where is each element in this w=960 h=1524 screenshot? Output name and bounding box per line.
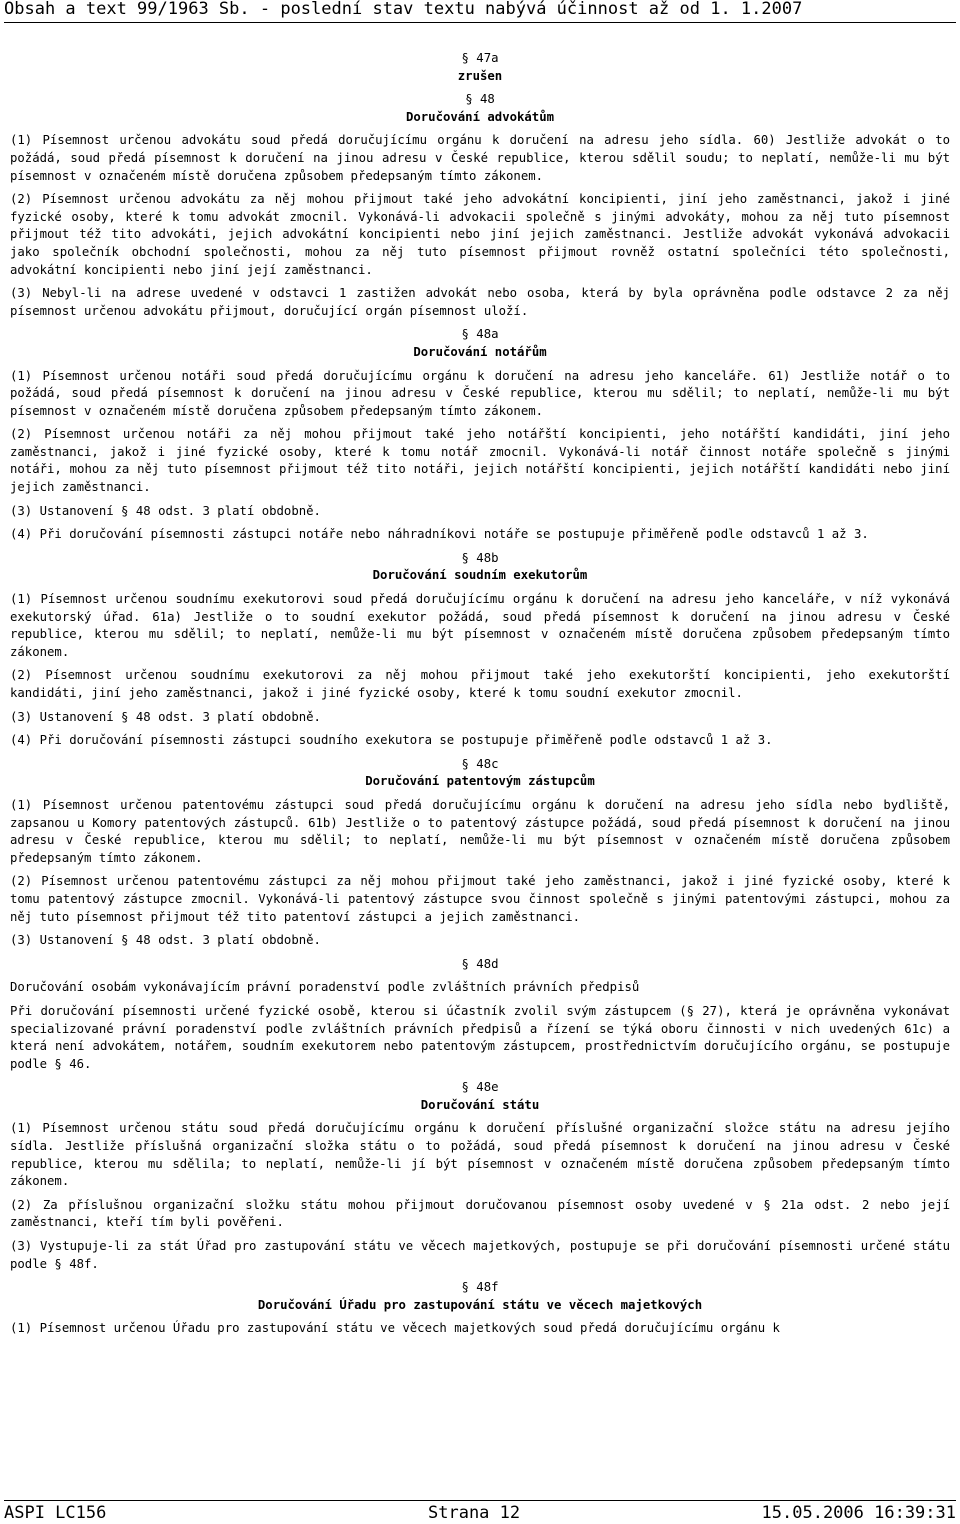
section-number: § 48b (461, 550, 499, 565)
document-header-title: Obsah a text 99/1963 Sb. - poslední stav textu nabývá účinnost až od 1. 1.2007 (4, 0, 803, 19)
paragraph: (3) Ustanovení § 48 odst. 3 platí obdobně. (10, 503, 321, 518)
section (10, 1279, 950, 1338)
footer-timestamp: 15.05.2006 16:39:31 (761, 1503, 956, 1523)
section-number: § 48c (461, 756, 499, 771)
paragraph: (3) Vystupuje-li za stát Úřad pro zastupování státu ve věcech majetkových, postupuje se při doručování písemnosti určené státu podle § 48f. (10, 1239, 950, 1271)
paragraph: (2) Písemnost určenou soudnímu exekutorovi za něj mohou přijmout také jeho exekutorští koncipienti, jeho exekutorští kandidáti, jiní jeho zaměstnanci, jakož i jiné fyzické osoby, které k tomu soudní exekutor zmocnil. (10, 668, 950, 700)
section (10, 756, 950, 950)
section-number: § 48a (461, 327, 499, 342)
paragraph: (4) Při doručování písemnosti zástupci soudního exekutora se postupuje přiměřeně podle odstavců 1 až 3. (10, 733, 773, 748)
paragraph: (1) Písemnost určenou soudnímu exekutorovi soud předá doručujícímu orgánu k doručení na adresu jeho kanceláře, v níž vykonává exekutorský úřad. 61a) Jestliže o to soudní exekutor požádá, soud předá písemnost k doručení na jinou adresu v České republice, kterou mu sdělil; to neplatí, nemůže-li mu být písemnost v označeném místě doručena způsobem předepsaným tímto zákonem. (10, 592, 950, 659)
section-number: § 47a (461, 51, 499, 65)
paragraph: (1) Písemnost určenou státu soud předá doručujícímu orgánu k doručení příslušné organizační složce státu na adresu jejího sídla. Jestliže příslušná organizační složka státu o to požádá, soud předá písemnost k doručení na jinou adresu v České republice, kterou mu sdělila; to neplatí, nemůže-li jí být písemnost v označeném místě doručena způsobem předepsaným tímto zákonem. (10, 1121, 950, 1189)
section-number: § 48e (461, 1080, 499, 1095)
document-body (10, 50, 950, 1338)
footer-page-number: Strana 12 (428, 1503, 521, 1523)
paragraph: (2) Písemnost určenou advokátu za něj mohou přijmout také jeho advokátní koncipienti, jiní jeho zaměstnanci, jakož i jiné fyzické osoby, které k tomu advokát zmocnil. Vykonává-li advokacii společně s jinými advokáty, mohou za něj tuto písemnost přijmout též tito advokáti, jejich advokátní koncipienti nebo jiní jejich zaměstnanci. Jestliže advokát vykonává advokacii jako společník obchodní společnosti, mohou za něj tuto písemnost přijmout rovněž ostatní společníci této společnosti, advokátní koncipienti nebo jiní její zaměstnanci. (10, 192, 950, 277)
section-title: Doručování notářům (413, 344, 547, 359)
paragraph: (2) Za příslušnou organizační složku státu mohou přijmout doručovanou písemnost osoby uvedené v § 21a odst. 2 nebo její zaměstnanci, kteří tím byli pověřeni. (10, 1197, 950, 1230)
section (10, 326, 950, 544)
section (10, 550, 950, 750)
section-number: § 48f (461, 1280, 499, 1295)
paragraph: (3) Nebyl-li na adrese uvedené v odstavci 1 zastižen advokát nebo osoba, která by byla oprávněna podle odstavce 2 za něj písemnost určenou advokátu přijmout, doručující orgán písemnost uloží. (10, 286, 950, 318)
section (10, 1079, 950, 1273)
section-number: § 48d (461, 956, 499, 971)
section-title: Doručování soudním exekutorům (372, 568, 588, 583)
section (10, 50, 950, 85)
paragraph: (1) Písemnost určenou advokátu soud předá doručujícímu orgánu k doručení na adresu jeho sídla. 60) Jestliže advokát o to požádá, soud předá písemnost k doručení na jinou adresu v České republice, kterou sdělil soudu; to neplatí, nemůže-li mu být písemnost v označeném místě doručena způsobem předepsaným tímto zákonem. (10, 133, 950, 183)
paragraph: (2) Písemnost určenou notáři za něj mohou přijmout také jeho notářští koncipienti, jeho notářští kandidáti, jiní jeho zaměstnanci, jakož i jiné fyzické osoby, které k tomu notář zmocnil. Vykonává-li notář činnost notáře společně s jinými notáři, mohou za něj tuto písemnost přijmout též tito notáři, jejich notářští koncipienti, jejich notářští kandidáti nebo jiní jejich zaměstnanci. (10, 427, 950, 495)
section (10, 956, 950, 1074)
section-title: Doručování advokátům (405, 109, 555, 124)
document-header (4, 0, 956, 23)
section (10, 91, 950, 320)
footer-source: ASPI LC156 (4, 1503, 107, 1523)
paragraph: Při doručování písemnosti určené fyzické osobě, kterou si účastník zvolil svým zástupcem (§ 27), která je oprávněna vykonávat specializované právní poradenství podle zvláštních právních předpisů a řízení se týká oboru činnosti v nich uvedených 61c) a která není advokátem, notářem, soudním exekutorem nebo patentovým zástupcem, prostřednictvím doručujícího orgánu, se postupuje podle § 46. (10, 1003, 950, 1071)
paragraph: (1) Písemnost určenou Úřadu pro zastupování státu ve věcech majetkových soud předá doručujícímu orgánu k (10, 1321, 780, 1336)
paragraph: (1) Písemnost určenou patentovému zástupci soud předá doručujícímu orgánu k doručení na adresu jeho sídla nebo bydliště, zapsanou u Komory patentových zástupců. 61b) Jestliže o to patentový zástupce požádá, soud předá písemnost k doručení na jinou adresu v České republice, kterou mu sdělil; to neplatí, nemůže-li mu být písemnost v označeném místě doručena způsobem předepsaným tímto zákonem. (10, 797, 950, 865)
paragraph: (3) Ustanovení § 48 odst. 3 platí obdobně. (10, 933, 321, 948)
paragraph: (3) Ustanovení § 48 odst. 3 platí obdobně. (10, 709, 321, 724)
section-title: Doručování státu (420, 1097, 540, 1112)
section-title: Doručování patentovým zástupcům (365, 774, 595, 789)
document-footer (4, 1500, 956, 1522)
section-number: § 48 (465, 92, 495, 107)
paragraph: (4) Při doručování písemnosti zástupci notáře nebo náhradníkovi notáře se postupuje přiměřeně podle odstavců 1 až 3. (10, 527, 869, 542)
section-title: zrušen (457, 68, 503, 83)
section-title: Doručování Úřadu pro zastupování státu ve věcech majetkových (257, 1297, 703, 1312)
paragraph: (1) Písemnost určenou notáři soud předá doručujícímu orgánu k doručení na adresu jeho kanceláře. 61) Jestliže notář o to požádá, soud předá písemnost k doručení na jinou adresu v České republice, kterou mu sdělil; to neplatí, nemůže-li mu být písemnost v označeném místě doručena způsobem předepsaným tímto zákonem. (10, 368, 950, 418)
paragraph: (2) Písemnost určenou patentovému zástupci za něj mohou přijmout také jeho zaměstnanci, jakož i jiné fyzické osoby, které k tomu patentový zástupce zmocnil. Vykonává-li patentový zástupce svou činnost společně s jinými patentovými zástupci, mohou za něj tuto písemnost přijmout též tito patentoví zástupci a jejich zaměstnanci. (10, 874, 950, 924)
section-subtitle: Doručování osobám vykonávajícím právní poradenství podle zvláštních právních předpisů (10, 980, 640, 995)
